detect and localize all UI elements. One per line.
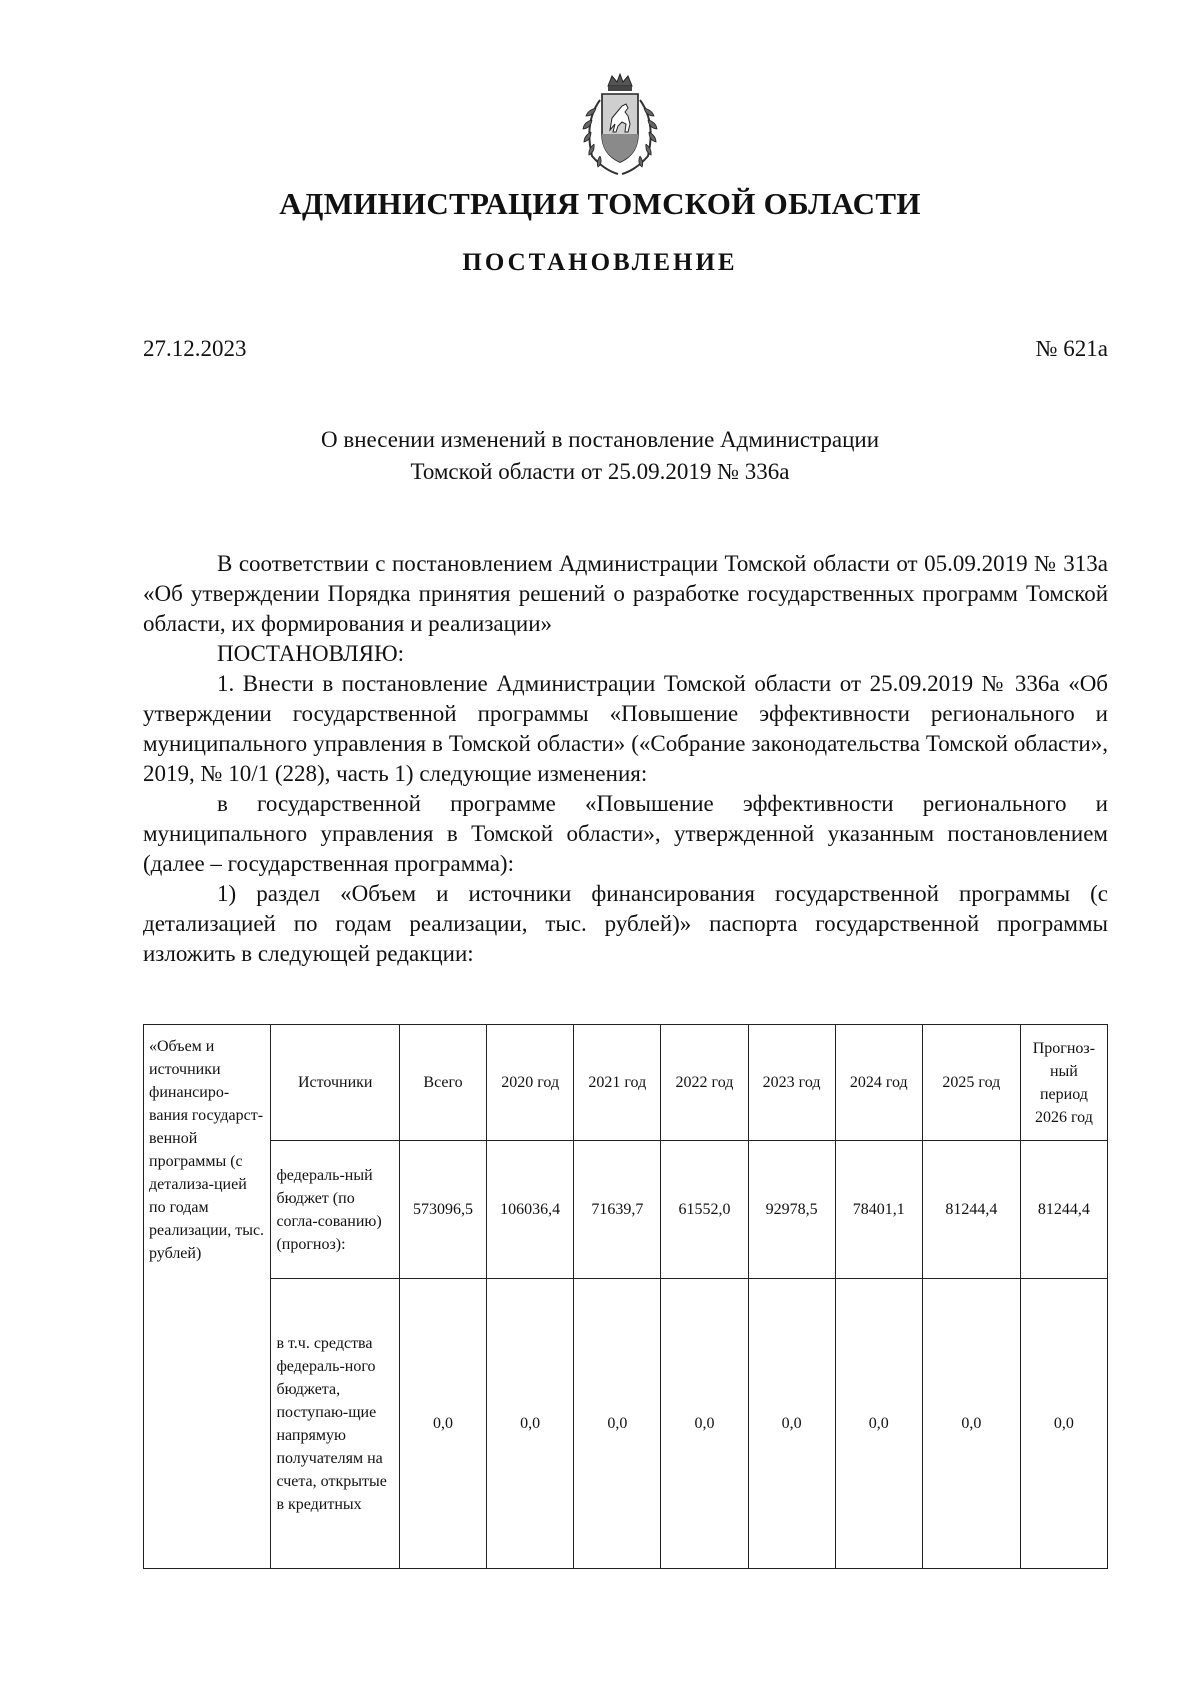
table-source-cell: в т.ч. средства федераль-ного бюджета, поступаю-щие напрямую получателям на счета, открытые в кредитных [271, 1279, 400, 1569]
paragraph-decree: ПОСТАНОВЛЯЮ: [217, 641, 405, 666]
table-header-cell: 2021 год [574, 1025, 661, 1141]
organization-title: АДМИНИСТРАЦИЯ ТОМСКОЙ ОБЛАСТИ [279, 186, 921, 221]
table-value-cell: 0,0 [574, 1279, 661, 1569]
table-value-cell: 81244,4 [1020, 1141, 1107, 1279]
table-value-cell: 0,0 [1020, 1279, 1107, 1569]
table-value-cell: 71639,7 [574, 1141, 661, 1279]
table-value-cell: 78401,1 [835, 1141, 922, 1279]
document-subject [0, 424, 1200, 488]
document-type-title: ПОСТАНОВЛЕНИЕ [462, 249, 738, 276]
table-value-cell: 0,0 [661, 1279, 748, 1569]
table-value-cell: 92978,5 [748, 1141, 835, 1279]
table-value-cell: 0,0 [487, 1279, 574, 1569]
table-header-cell: Всего [399, 1025, 486, 1141]
table-header-cell: Источники [271, 1025, 400, 1141]
document-number: № 621а [1035, 336, 1108, 361]
table-source-cell: федераль-ный бюджет (по согла-сованию) (прогноз): [271, 1141, 400, 1279]
table-row [144, 1141, 1108, 1279]
table-header-cell: 2020 год [487, 1025, 574, 1141]
table-header-cell: 2022 год [661, 1025, 748, 1141]
paragraph-basis: В соответствии с постановлением Администрации Томской области от 05.09.2019 № 313а «Об утверждении Порядка принятия решений о разработке государственных программ Томской области, их формирования и реализации» [143, 551, 1108, 636]
document-date: 27.12.2023 [143, 336, 247, 361]
table-value-cell: 0,0 [399, 1279, 486, 1569]
table-value-cell: 81244,4 [922, 1141, 1020, 1279]
financing-table [143, 1024, 1108, 1569]
table-header-row [144, 1025, 1108, 1141]
table-value-cell: 0,0 [835, 1279, 922, 1569]
table-header-cell: 2025 год [922, 1025, 1020, 1141]
table-value-cell: 106036,4 [487, 1141, 574, 1279]
subject-line-1: О внесении изменений в постановление Администрации [320, 427, 880, 452]
table-value-cell: 0,0 [922, 1279, 1020, 1569]
table-header-cell: 2024 год [835, 1025, 922, 1141]
table-row [144, 1279, 1108, 1569]
paragraph-program: в государственной программе «Повышение эффективности регионального и муниципального управления в Томской области», утвержденной указанным постановлением (далее – государственная программа): [143, 791, 1108, 876]
paragraph-item-1: 1. Внести в постановление Администрации Томской области от 25.09.2019 № 336а «Об утверждении государственной программы «Повышение эффективности регионального и муниципального управления в Томской области» («Собрание законодательства Томской области», 2019, № 10/1 (228), часть 1) следующие изменения: [143, 671, 1108, 786]
table-header-cell: 2023 год [748, 1025, 835, 1141]
table-value-cell: 573096,5 [399, 1141, 486, 1279]
table-header-cell: Прогноз-ный период 2026 год [1020, 1025, 1107, 1141]
document-body [143, 549, 1108, 969]
tomsk-region-coat-of-arms-icon [570, 72, 670, 178]
subject-line-2: Томской области от 25.09.2019 № 336а [410, 459, 790, 484]
table-value-cell: 61552,0 [661, 1141, 748, 1279]
paragraph-subitem-1: 1) раздел «Объем и источники финансирования государственной программы (с детализацией по годам реализации, тыс. рублей)» паспорта государственной программы изложить в следующей редакции: [143, 881, 1108, 966]
table-row-label: «Объем и источники финансиро-вания государст-венной программы (с детализа-цией по годам реализации, тыс. рублей) [144, 1025, 271, 1569]
table-value-cell: 0,0 [748, 1279, 835, 1569]
